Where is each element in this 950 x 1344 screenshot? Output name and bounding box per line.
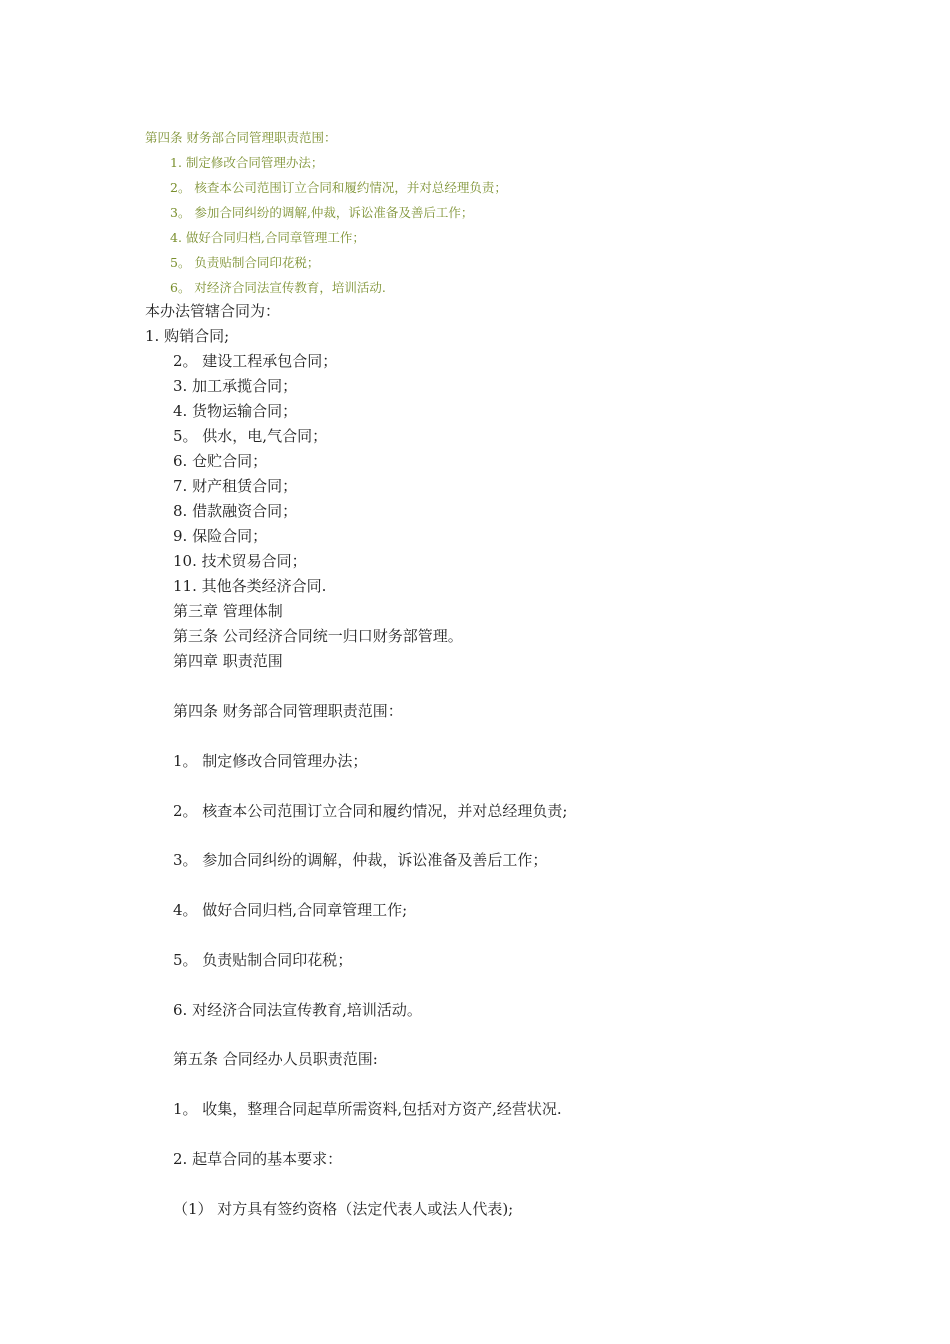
scope-item-9: 9. 保险合同； <box>173 527 268 545</box>
article-5-item-2: 2. 起草合同的基本要求： <box>173 1150 343 1168</box>
article-4-item-3: 3。 参加合同纠纷的调解，仲裁，诉讼准备及善后工作； <box>173 851 548 869</box>
article-4-item-5: 5。 负责贴制合同印花税； <box>173 951 353 969</box>
scope-item-8: 8. 借款融资合同； <box>173 502 298 520</box>
green-item-6: 6。 对经济合同法宣传教育，培训活动. <box>170 280 386 295</box>
scope-item-10: 10. 技术贸易合同； <box>173 552 307 570</box>
article-5-heading: 第五条 合同经办人员职责范围: <box>173 1050 378 1068</box>
article-3: 第三条 公司经济合同统一归口财务部管理。 <box>173 627 463 645</box>
green-item-4: 4. 做好合同归档,合同章管理工作； <box>170 230 365 245</box>
scope-item-1: 1. 购销合同; <box>145 327 230 345</box>
green-item-3: 3。 参加合同纠纷的调解,仲裁，诉讼准备及善后工作； <box>170 205 474 220</box>
scope-heading: 本办法管辖合同为： <box>145 302 281 320</box>
scope-item-3: 3. 加工承揽合同； <box>173 377 298 395</box>
article-4-item-1: 1。 制定修改合同管理办法； <box>173 752 368 770</box>
article-5-item-1: 1。 收集，整理合同起草所需资料,包括对方资产,经营状况. <box>173 1100 562 1118</box>
article-4-heading: 第四条 财务部合同管理职责范围： <box>173 702 403 720</box>
scope-item-7: 7. 财产租赁合同； <box>173 477 298 495</box>
green-item-5: 5。 负责贴制合同印花税； <box>170 255 320 270</box>
article-5-item-3: （1） 对方具有签约资格（法定代表人或法人代表); <box>173 1200 514 1218</box>
green-item-2: 2。 核查本公司范围订立合同和履约情况，并对总经理负责； <box>170 180 507 195</box>
chapter-3-title: 第三章 管理体制 <box>173 602 283 620</box>
article-4-item-2: 2。 核查本公司范围订立合同和履约情况，并对总经理负责; <box>173 802 568 820</box>
article-4-item-4: 4。 做好合同归档,合同章管理工作; <box>173 901 408 919</box>
scope-item-5: 5。 供水，电,气合同； <box>173 427 328 445</box>
green-item-1: 1. 制定修改合同管理办法； <box>170 155 324 170</box>
scope-item-6: 6. 仓贮合同； <box>173 452 268 470</box>
green-heading: 第四条 财务部合同管理职责范围： <box>145 130 337 145</box>
article-4-item-6: 6. 对经济合同法宣传教育,培训活动。 <box>173 1001 422 1019</box>
scope-item-2: 2。 建设工程承包合同； <box>173 352 338 370</box>
chapter-4-title: 第四章 职责范围 <box>173 652 283 670</box>
scope-item-4: 4. 货物运输合同； <box>173 402 298 420</box>
scope-item-11: 11. 其他各类经济合同. <box>173 577 327 595</box>
